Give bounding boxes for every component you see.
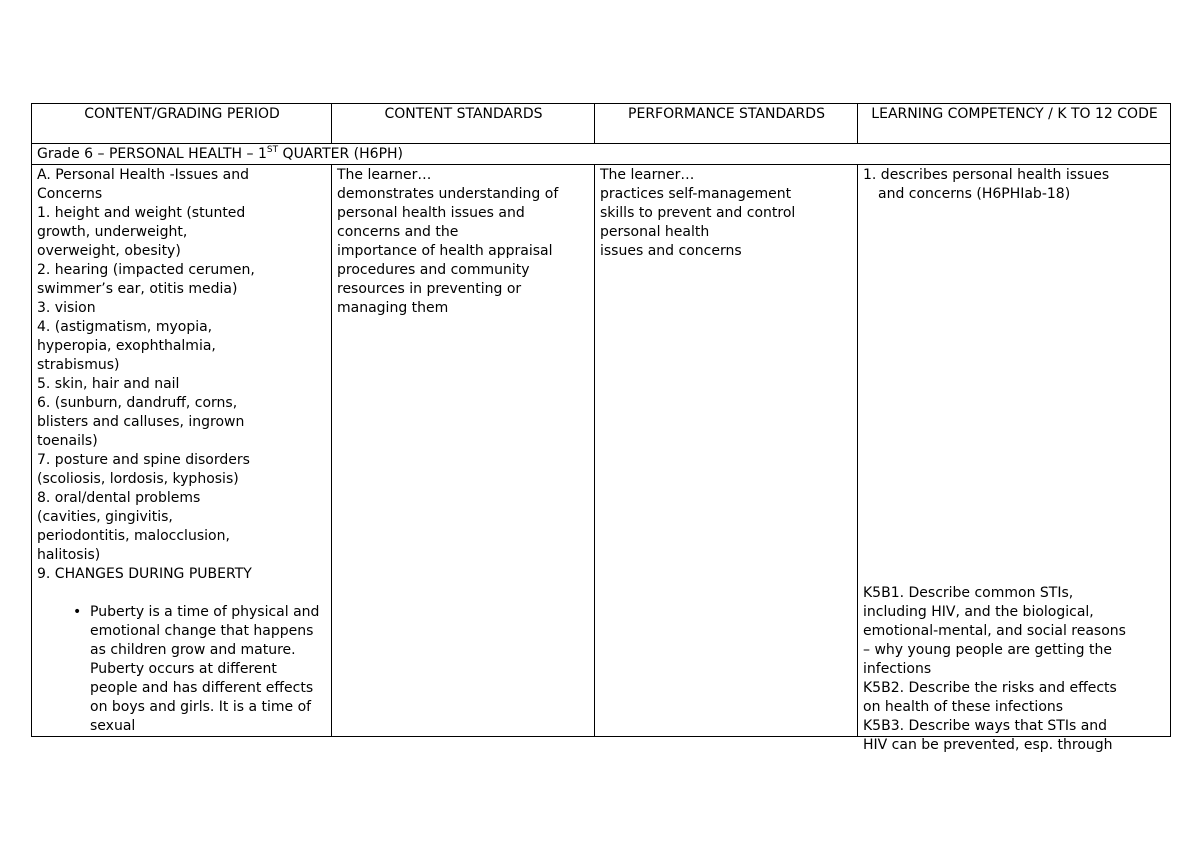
content-line: blisters and calluses, ingrown	[37, 414, 245, 430]
content-line: 4. (astigmatism, myopia,	[37, 319, 213, 335]
grade-title-suffix: QUARTER (H6PH)	[278, 146, 403, 162]
k5-competency-line: emotional-mental, and social reasons	[863, 623, 1126, 639]
performance-standards-line: practices self-management	[600, 186, 792, 202]
content-line: growth, underweight,	[37, 224, 188, 240]
grade-title	[32, 144, 1171, 165]
content-cell	[32, 165, 332, 737]
header-content-grading-period: CONTENT/GRADING PERIOD	[32, 104, 332, 144]
performance-standards-cell	[595, 165, 858, 737]
k5-competency-line: infections	[863, 661, 932, 677]
content-standards-line: resources in preventing or	[337, 281, 522, 297]
content-line: (scoliosis, lordosis, kyphosis)	[37, 471, 239, 487]
content-standards-line: procedures and community	[337, 262, 530, 278]
content-line: 7. posture and spine disorders	[37, 452, 250, 468]
content-line: 9. CHANGES DURING PUBERTY	[37, 566, 252, 582]
content-line: halitosis)	[37, 547, 101, 563]
content-standards-line: personal health issues and	[337, 205, 525, 221]
competency-cell	[858, 165, 1171, 753]
curriculum-table	[31, 103, 1171, 753]
performance-standards-line: The learner…	[600, 167, 695, 183]
content-line: periodontitis, malocclusion,	[37, 528, 230, 544]
grade-title-sup: ST	[266, 145, 279, 155]
content-standards-line: importance of health appraisal	[337, 243, 553, 259]
content-line: 3. vision	[37, 300, 96, 316]
k5-competency-line: including HIV, and the biological,	[863, 604, 1094, 620]
content-line: 6. (sunburn, dandruff, corns,	[37, 395, 238, 411]
performance-standards-line: personal health	[600, 224, 710, 240]
body-row	[32, 165, 1171, 737]
performance-standards-line: issues and concerns	[600, 243, 742, 259]
header-performance-standards: PERFORMANCE STANDARDS	[595, 104, 858, 144]
puberty-bullet: • Puberty is a time of physical and emotional change that happens as children grow and mature. Puberty occurs at different people and has different effects on boys and girls. It is a time of sexual	[37, 603, 327, 736]
content-line: 8. oral/dental problems	[37, 490, 201, 506]
k5-competency-line: HIV can be prevented, esp. through	[863, 737, 1113, 753]
content-line: (cavities, gingivitis,	[37, 509, 173, 525]
content-line: strabismus)	[37, 357, 120, 373]
header-learning-competency: LEARNING COMPETENCY / K TO 12 CODE	[858, 104, 1171, 144]
content-line: A. Personal Health -Issues and	[37, 167, 249, 183]
performance-standards-line: skills to prevent and control	[600, 205, 796, 221]
k5-competency-line: on health of these infections	[863, 699, 1064, 715]
content-line: Concerns	[37, 186, 103, 202]
content-standards-line: The learner…	[337, 167, 432, 183]
content-line: overweight, obesity)	[37, 243, 181, 259]
grade-title-prefix: Grade 6 – PERSONAL HEALTH – 1	[37, 146, 267, 162]
k5-competency-line: – why young people are getting the	[863, 642, 1112, 658]
content-standards-line: managing them	[337, 300, 449, 316]
content-line: 5. skin, hair and nail	[37, 376, 180, 392]
content-line: hyperopia, exophthalmia,	[37, 338, 216, 354]
header-content-standards: CONTENT STANDARDS	[332, 104, 595, 144]
content-line: swimmer’s ear, otitis media)	[37, 281, 238, 297]
content-line: 2. hearing (impacted cerumen,	[37, 262, 255, 278]
competency-item-1-cont: and concerns (H6PHIab-18)	[878, 186, 1071, 202]
grade-row	[32, 144, 1171, 165]
content-standards-line: concerns and the	[337, 224, 459, 240]
content-line: 1. height and weight (stunted	[37, 205, 246, 221]
content-standards-line: demonstrates understanding of	[337, 186, 559, 202]
content-standards-cell	[332, 165, 595, 737]
k5-competency-line: K5B2. Describe the risks and effects	[863, 680, 1117, 696]
k5-competency-line: K5B1. Describe common STIs,	[863, 585, 1074, 601]
k5-competency-line: K5B3. Describe ways that STIs and	[863, 718, 1108, 734]
competency-item-1: 1. describes personal health issues	[863, 167, 1110, 183]
content-line: toenails)	[37, 433, 98, 449]
header-row	[32, 104, 1171, 144]
